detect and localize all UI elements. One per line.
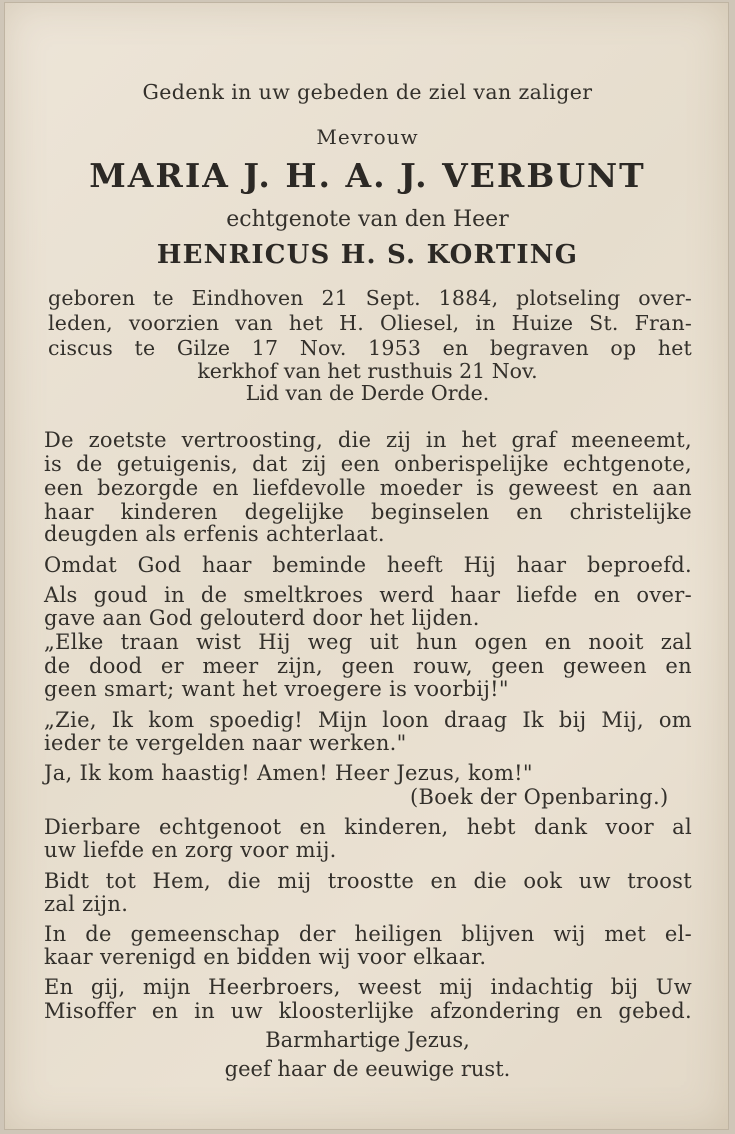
spouse-label: echtgenote van den Heer — [226, 207, 509, 232]
deceased-name: MARIA J. H. A. J. VERBUNT — [89, 156, 646, 195]
body-line: Misoffer en in uw kloosterlijke afzondering en gebed. — [44, 999, 692, 1023]
scripture-reference: (Boek der Openbaring.) — [410, 785, 669, 809]
body-line: Als goud in de smeltkroes werd haar liefde en over- — [44, 583, 692, 607]
body-line: De zoetste vertroosting, die zij in het graf meeneemt, — [44, 428, 692, 452]
body-line: kaar verenigd en bidden wij voor elkaar. — [44, 945, 487, 969]
body-line: geen smart; want het vroegere is voorbij!" — [44, 677, 509, 701]
body-line: haar kinderen degelijke beginselen en christelijke — [44, 500, 692, 524]
body-line: Bidt tot Hem, die mij troostte en die ook uw troost — [44, 869, 692, 893]
spouse-name: HENRICUS H. S. KORTING — [156, 240, 579, 270]
body-line: En gij, mijn Heerbroers, weest mij indachtig bij Uw — [44, 975, 692, 999]
bio-line: geboren te Eindhoven 21 Sept. 1884, plotseling over- — [48, 286, 692, 310]
closing-line: Barmhartige Jezus, — [265, 1028, 470, 1052]
bio-line: Lid van de Derde Orde. — [245, 381, 490, 405]
body-line: zal zijn. — [44, 892, 129, 916]
bio-line: leden, voorzien van het H. Oliesel, in Huize St. Fran- — [48, 311, 692, 335]
body-line: ieder te vergelden naar werken." — [44, 731, 407, 755]
title-line: Mevrouw — [316, 125, 419, 149]
body-line: „Elke traan wist Hij weg uit hun ogen en nooit zal — [44, 630, 692, 654]
closing-line: geef haar de eeuwige rust. — [224, 1057, 511, 1081]
body-line: Ja, Ik kom haastig! Amen! Heer Jezus, kom!" — [44, 761, 533, 785]
bio-line: ciscus te Gilze 17 Nov. 1953 en begraven op het — [48, 336, 692, 360]
body-line: de dood er meer zijn, geen rouw, geen geween en — [44, 654, 692, 678]
bio-line: kerkhof van het rusthuis 21 Nov. — [197, 359, 538, 383]
intro-line: Gedenk in uw gebeden de ziel van zaliger — [142, 80, 593, 104]
body-line: een bezorgde en liefdevolle moeder is geweest en aan — [44, 476, 692, 500]
body-line: deugden als erfenis achterlaat. — [44, 522, 385, 546]
body-line: Omdat God haar beminde heeft Hij haar beproefd. — [44, 553, 692, 577]
body-line: uw liefde en zorg voor mij. — [44, 838, 337, 862]
body-line: Dierbare echtgenoot en kinderen, hebt dank voor al — [44, 815, 692, 839]
body-line: „Zie, Ik kom spoedig! Mijn loon draag Ik bij Mij, om — [44, 708, 692, 732]
body-line: is de getuigenis, dat zij een onberispelijke echtgenote, — [44, 452, 692, 476]
body-line: In de gemeenschap der heiligen blijven wij met el- — [44, 922, 692, 946]
body-line: gave aan God gelouterd door het lijden. — [44, 606, 480, 630]
